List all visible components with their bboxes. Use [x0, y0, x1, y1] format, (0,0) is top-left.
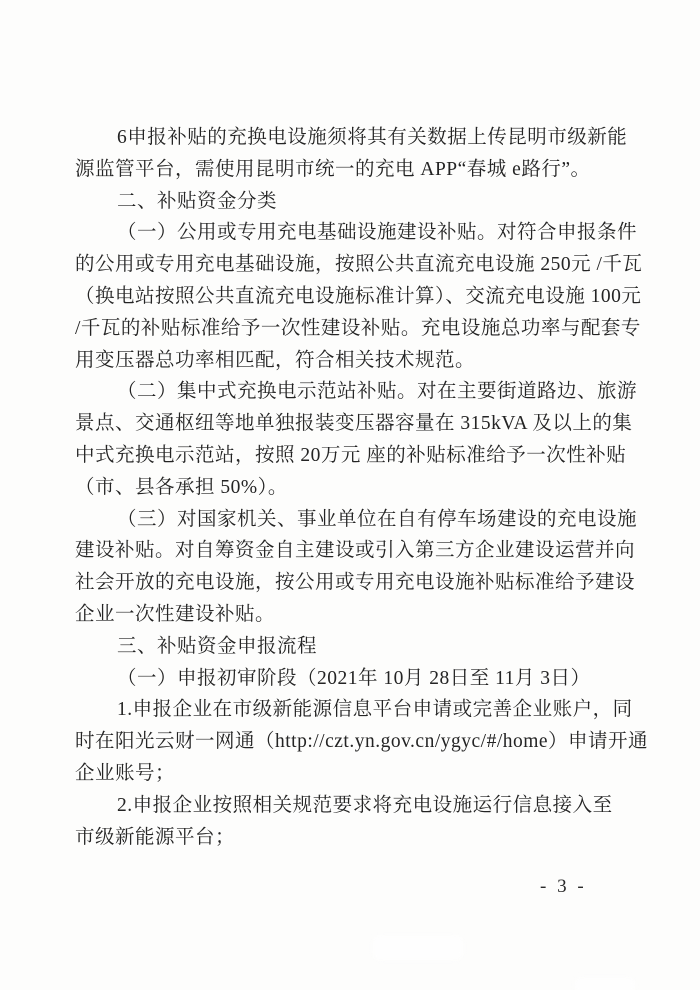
- text-line: （一）公用或专用充电基础设施建设补贴。对符合申报条件: [117, 222, 638, 244]
- text-line: （二）集中式充换电示范站补贴。对在主要街道路边、旅游: [117, 381, 638, 403]
- scan-artifact: [575, 978, 635, 990]
- text-line: 用变压器总功率相匹配，符合相关技术规范。: [75, 349, 476, 371]
- text-line: 源监管平台，需使用昆明市统一的充电 APP“春城 e路行”。: [75, 158, 591, 180]
- text-line: 6申报补贴的充换电设施须将其有关数据上传昆明市级新能: [117, 127, 628, 148]
- text-line: 社会开放的充电设施，按公用或专用充电设施补贴标准给予建设: [75, 572, 636, 594]
- text-line: 建设补贴。对自筹资金自主建设或引入第三方企业建设运营并向: [75, 540, 636, 562]
- text-line: 中式充换电示范站，按照 20万元 座的补贴标准给予一次性补贴: [75, 444, 627, 466]
- text-line: 1.申报企业在市级新能源信息平台申请或完善企业账户，同: [117, 699, 633, 721]
- text-line: 景点、交通枢纽等地单独报装变压器容量在 315kVA 及以上的集: [75, 413, 633, 435]
- text-line: 2.申报企业按照相关规范要求将充电设施运行信息接入至: [117, 794, 613, 816]
- text-line: 三、补贴资金申报流程: [117, 635, 318, 657]
- text-line: 市级新能源平台；: [75, 826, 236, 848]
- page-number: - 3 -: [540, 876, 587, 897]
- text-line: （三）对国家机关、事业单位在自有停车场建设的充电设施: [117, 508, 638, 530]
- text-line: （一）申报初审阶段（2021年 10月 28日至 11月 3日）: [117, 667, 591, 689]
- text-line: 企业一次性建设补贴。: [75, 603, 276, 625]
- text-line: （市、县各承担 50%）。: [75, 476, 288, 498]
- text-line: /千瓦的补贴标准给予一次性建设补贴。充电设施总功率与配套专: [75, 317, 641, 339]
- text-line: 时在阳光云财一网通（http://czt.yn.gov.cn/ygyc/#/home）申请开通: [75, 731, 649, 753]
- text-line: 的公用或专用充电基础设施，按照公共直流充电设施 250元 /千瓦: [75, 254, 643, 276]
- text-line: （换电站按照公共直流充电设施标准计算）、交流充电设施 100元: [75, 285, 642, 307]
- text-line: 二、补贴资金分类: [117, 190, 278, 212]
- scan-artifact: [373, 936, 463, 960]
- text-line: 企业账号；: [75, 762, 176, 784]
- document-body: [75, 122, 649, 853]
